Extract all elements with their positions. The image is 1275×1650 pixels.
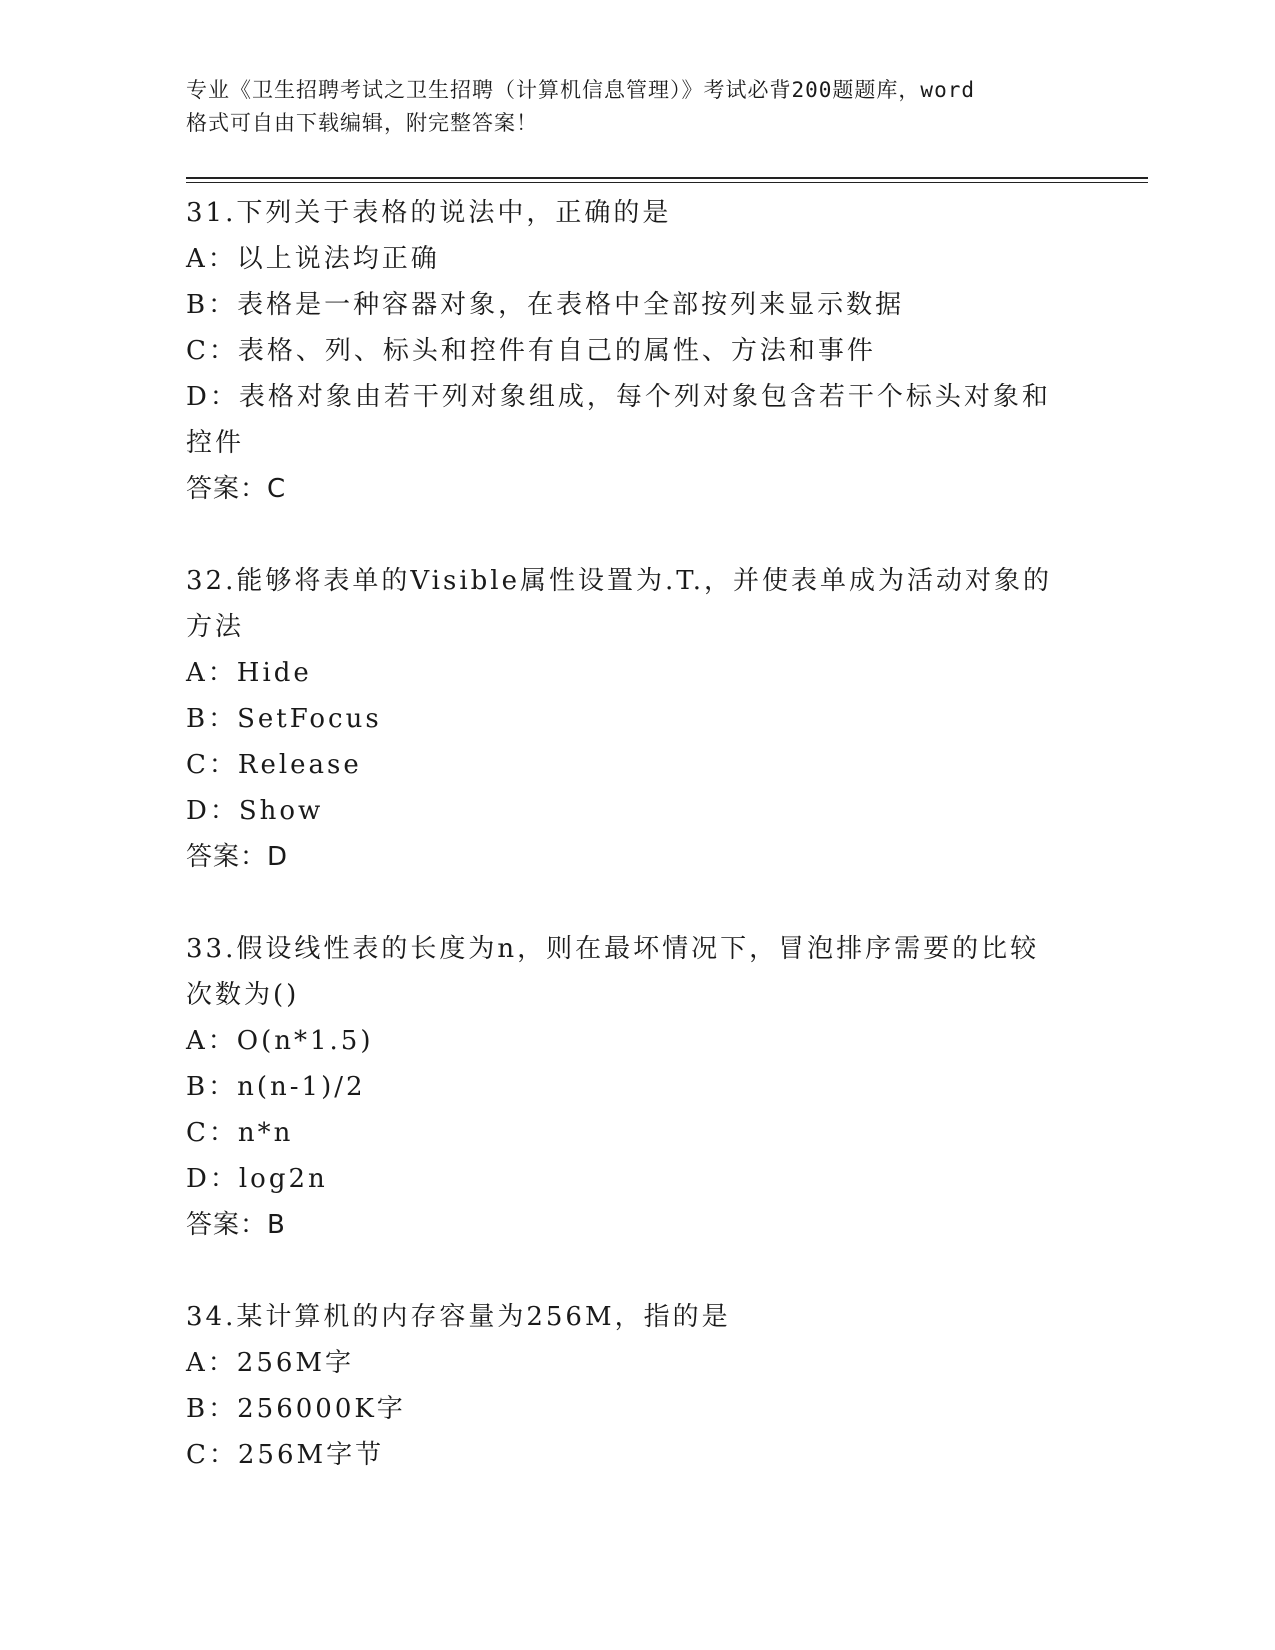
header-line-2: 格式可自由下载编辑，附完整答案！ — [186, 111, 538, 135]
option-d: D：表格对象由若干列对象组成，每个列对象包含若干个标头对象和控件 — [186, 382, 1051, 458]
option-b: B：n(n-1)/2 — [186, 1072, 366, 1102]
header-line-1: 专业《卫生招聘考试之卫生招聘（计算机信息管理）》考试必背200题题库，word — [186, 78, 975, 102]
option-c: C：表格、列、标头和控件有自己的属性、方法和事件 — [186, 336, 876, 366]
option-a: A：256M字 — [186, 1348, 355, 1378]
document-header — [186, 74, 1086, 140]
option-b: B：SetFocus — [186, 704, 382, 734]
answer-line: 答案：D — [186, 842, 289, 872]
question-stem: 33.假设线性表的长度为n，则在最坏情况下，冒泡排序需要的比较次数为() — [186, 934, 1040, 1010]
option-d: D：log2n — [186, 1164, 328, 1194]
question-stem: 31.下列关于表格的说法中，正确的是 — [186, 198, 672, 228]
option-a: A：O(n*1.5) — [186, 1026, 374, 1056]
question-33 — [186, 926, 1066, 1248]
option-c: C：n*n — [186, 1118, 294, 1148]
option-b: B：256000K字 — [186, 1394, 406, 1424]
question-31 — [186, 190, 1066, 512]
option-c: C：Release — [186, 750, 362, 780]
answer-line: 答案：C — [186, 474, 287, 504]
question-32 — [186, 558, 1066, 880]
question-34 — [186, 1294, 1066, 1478]
answer-line: 答案：B — [186, 1210, 286, 1240]
header-divider-thin — [186, 182, 1148, 183]
option-c: C：256M字节 — [186, 1440, 385, 1470]
option-b: B：表格是一种容器对象，在表格中全部按列来显示数据 — [186, 290, 905, 320]
option-d: D：Show — [186, 796, 324, 826]
header-divider-thick — [186, 177, 1148, 179]
question-list — [186, 190, 1066, 1524]
question-stem: 32.能够将表单的Visible属性设置为.T.，并使表单成为活动对象的方法 — [186, 566, 1053, 642]
question-stem: 34.某计算机的内存容量为256M，指的是 — [186, 1302, 731, 1332]
option-a: A：Hide — [186, 658, 312, 688]
option-a: A：以上说法均正确 — [186, 244, 440, 274]
